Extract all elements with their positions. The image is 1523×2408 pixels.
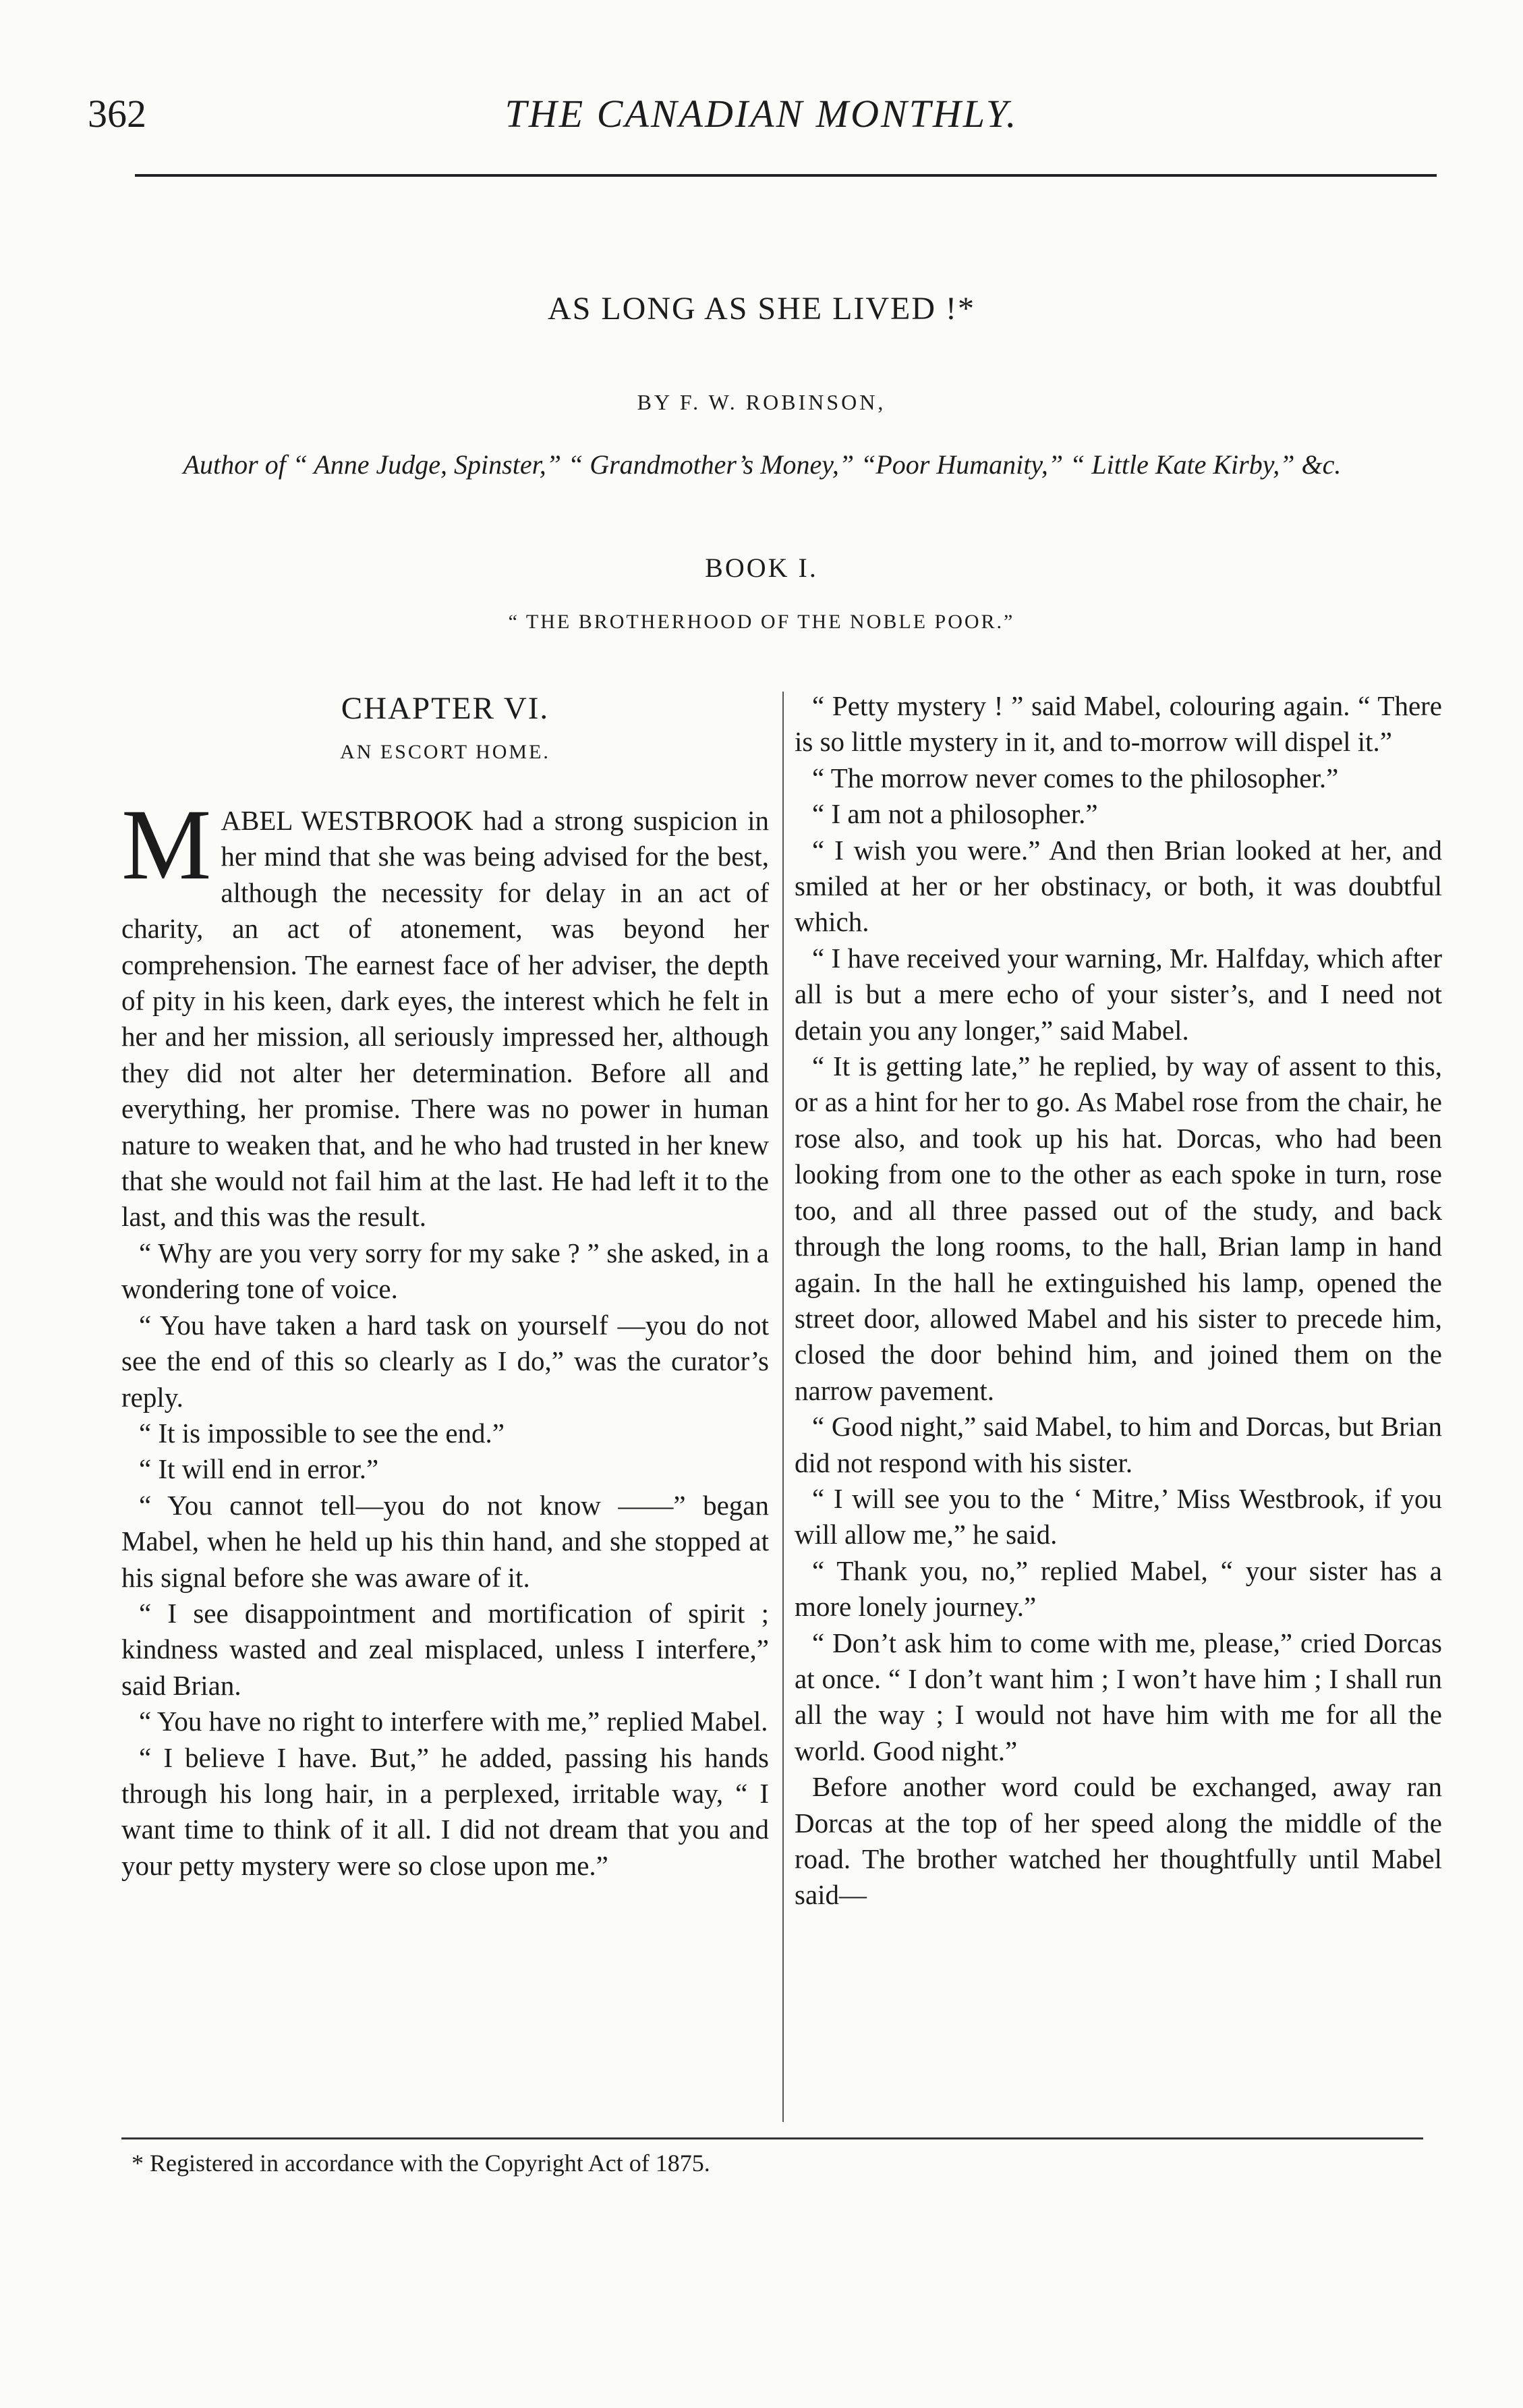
byline: BY F. W. ROBINSON, (637, 390, 886, 414)
paragraph: “ I am not a philosopher.” (812, 798, 1098, 830)
article-title: AS LONG AS SHE LIVED !* (548, 291, 975, 327)
chapter-title: CHAPTER VI. (341, 691, 550, 726)
book-subtitle: “ THE BROTHERHOOD OF THE NOBLE POOR.” (508, 611, 1015, 633)
paragraph: “ I wish you were.” And then Brian looked at her, and smiled at her or her obstinacy, or both, it was doubtful which. (795, 834, 1442, 938)
header-rule (135, 174, 1437, 177)
opening-paragraph (121, 789, 769, 1235)
paragraph: “ You have no right to interfere with me,” replied Mabel. (139, 1706, 768, 1737)
paragraph: “ You have taken a hard task on yourself —you do not see the end of this so clearly as I do,” was the curator’s reply. (121, 1309, 769, 1413)
book-label: BOOK I. (705, 553, 818, 583)
paragraph: “ It will end in error.” (139, 1453, 379, 1485)
running-head: THE CANADIAN MONTHLY. (505, 92, 1018, 136)
paragraph: “ You cannot tell—you do not know ——” began Mabel, when he held up his thin hand, and she stopped at his signal before she was aware of it. (121, 1489, 769, 1593)
paragraph: Before another word could be exchanged, away ran Dorcas at the top of her speed along the middle of the road. The brother watched her thoughtfully until Mabel said— (795, 1771, 1442, 1911)
drop-cap: M (121, 789, 212, 901)
paragraph: “ Petty mystery ! ” said Mabel, colouring again. “ There is so little mystery in it, and to-morrow will dispel it.” (795, 690, 1442, 758)
paragraph: “ It is getting late,” he replied, by way of assent to this, or as a hint for her to go. As Mabel rose from the chair, he rose also, and took up his hat. Dorcas, who had been looking from one to the other as each spoke in turn, rose too, and all three passed out of the study, and back through the long rooms, to the hall, Brian lamp in hand again. In the hall he extinguished his lamp, opened the street door, allowed Mabel and his sister to precede him, closed the door behind him, and joined them on the narrow pavement. (795, 1051, 1442, 1406)
column-divider (782, 692, 784, 2122)
author-credits: Author of “ Anne Judge, Spinster,” “ Grandmother’s Money,” “Poor Humanity,” “ Little Kate Kirby,” &c. (183, 449, 1342, 480)
paragraph: “ Why are you very sorry for my sake ? ” she asked, in a wondering tone of voice. (121, 1237, 769, 1305)
paragraph: “ I believe I have. But,” he added, passing his hands through his long hair, in a perplexed, irritable way, “ I want time to think of it all. I did not dream that you and your petty mystery were so close upon me.” (121, 1741, 769, 1881)
right-column (795, 688, 1442, 1913)
footnote: * Registered in accordance with the Copyright Act of 1875. (132, 2150, 710, 2177)
paragraph: “ I see disappointment and mortification of spirit ; kindness wasted and zeal misplaced, unless I interfere,” said Brian. (121, 1597, 769, 1701)
chapter-subtitle: AN ESCORT HOME. (340, 741, 550, 763)
paragraph: “ I will see you to the ‘ Mitre,’ Miss Westbrook, if you will allow me,” he said. (795, 1482, 1442, 1550)
footnote-rule (121, 2137, 1423, 2139)
paragraph: “ Thank you, no,” replied Mabel, “ your sister has a more lonely journey.” (795, 1555, 1442, 1623)
page-number: 362 (88, 92, 146, 136)
paragraph: “ It is impossible to see the end.” (139, 1417, 505, 1449)
paragraph: “ I have received your warning, Mr. Halfday, which after all is but a mere echo of your sister’s, and I need not detain you any longer,” said Mabel. (795, 942, 1442, 1046)
paragraph: “ Don’t ask him to come with me, please,” cried Dorcas at once. “ I don’t want him ; I won’t have him ; I shall run all the way ; I would not have him with me for all the world. Good night.” (795, 1627, 1442, 1766)
opening-paragraph-text: ABEL WESTBROOK had a strong suspicion in her mind that she was being advised for the best, although the necessity for delay in an act of charity, an act of atonement, was beyond her comprehension. The earnest face of her adviser, the depth of pity in his keen, dark eyes, the interest which he felt in her and her mission, all seriously impressed her, although they did not alter her determination. Before all and everything, her promise. There was no power in human nature to weaken that, and he who had trusted in her knew that she would not fail him at the last. He had left it to the last, and this was the result. (121, 805, 769, 1233)
left-column (121, 688, 769, 1884)
paragraph: “ Good night,” said Mabel, to him and Dorcas, but Brian did not respond with his sister. (795, 1411, 1442, 1478)
paragraph: “ The morrow never comes to the philosopher.” (812, 762, 1339, 793)
